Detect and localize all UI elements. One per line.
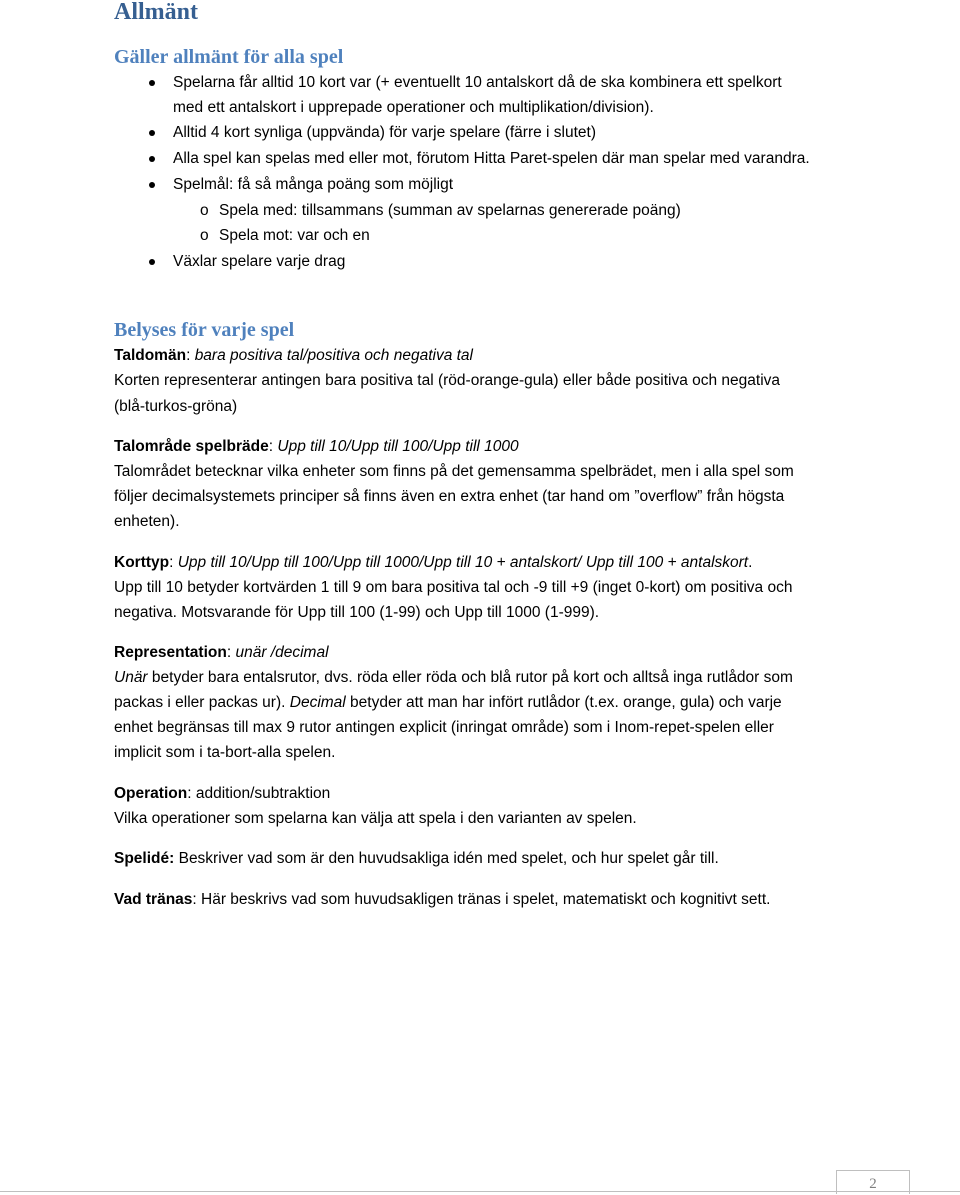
paragraph-line: Upp till 10 betyder kortvärden 1 till 9 om bara positiva tal och -9 till +9 (inget 0-kort) om positiva och (114, 579, 793, 596)
paragraph-line (114, 668, 793, 688)
bullet-item: Spelarna får alltid 10 kort var (+ eventuellt 10 antalskort då de ska kombinera ett spelkort (173, 74, 782, 91)
taldoman-value: bara positiva tal/positiva och negativa tal (194, 347, 473, 364)
sub-bullet-item: Spela mot: var och en (219, 227, 370, 244)
footer-rule (0, 1191, 960, 1192)
term-unar: Unär (114, 669, 148, 686)
operation-value: addition/subtraktion (195, 785, 331, 802)
label-separator: : (226, 644, 236, 661)
paragraph-line: enheten). (114, 513, 180, 530)
page-number: 2 (869, 1176, 877, 1192)
bullet-marker (149, 259, 155, 265)
section-heading-described: Belyses för varje spel (114, 319, 295, 341)
paragraph-line: Korten representerar antingen bara positiva tal (röd-orange-gula) eller både positiva och negativa (114, 372, 781, 389)
section-heading-general: Gäller allmänt för alla spel (114, 46, 344, 68)
paragraph-text: packas i eller packas ur). (114, 694, 290, 711)
vad-tranas-value: : Här beskrivs vad som huvudsakligen tränas i spelet, matematiskt och kognitivt sett. (192, 891, 771, 908)
talomrade-label: Talområde spelbräde (114, 438, 269, 455)
sub-bullet-marker: o (200, 202, 209, 219)
spelide-value: Beskriver vad som är den huvudsakliga idén med spelet, och hur spelet går till. (174, 850, 719, 867)
paragraph-line (114, 693, 782, 713)
paragraph-line: (blå-turkos-gröna) (114, 398, 238, 415)
talomrade-line (114, 437, 519, 457)
operation-line (114, 784, 330, 804)
page-heading: Allmänt (114, 0, 198, 25)
sub-bullet-marker: o (200, 227, 209, 244)
spelide-line (114, 849, 719, 869)
bullet-marker (149, 182, 155, 188)
term-decimal: Decimal (289, 694, 346, 711)
korttyp-value: Upp till 10/Upp till 100/Upp till 1000/Upp till 10 + antalskort/ Upp till 100 + antalskort (177, 554, 749, 571)
paragraph-line: följer decimalsystemets principer så finns även en extra enhet (tar hand om ”overflow” från högsta (114, 488, 785, 505)
label-separator: : (186, 347, 195, 364)
korttyp-label: Korttyp (114, 554, 170, 571)
bullet-marker (149, 156, 155, 162)
label-separator: : (169, 554, 178, 571)
sentence-end: . (748, 554, 753, 571)
paragraph-line: enhet begränsas till max 9 rutor antingen explicit (inringat område) som i Inom-repet-spelen eller (114, 719, 774, 736)
bullet-item: Spelmål: få så många poäng som möjligt (173, 176, 454, 193)
paragraph-line: Talområdet betecknar vilka enheter som finns på det gemensamma spelbrädet, men i alla spel som (114, 463, 794, 480)
bullet-item: Alla spel kan spelas med eller mot, förutom Hitta Paret-spelen där man spelar med varandra. (173, 150, 810, 167)
representation-line (114, 643, 329, 663)
bullet-item: Växlar spelare varje drag (173, 253, 346, 270)
operation-label: Operation (114, 785, 188, 802)
paragraph-line: implicit som i ta-bort-alla spelen. (114, 744, 336, 761)
korttyp-line (114, 553, 752, 573)
taldoman-line (114, 346, 473, 366)
talomrade-value: Upp till 10/Upp till 100/Upp till 1000 (277, 438, 519, 455)
label-separator: : (268, 438, 278, 455)
bullet-marker (149, 80, 155, 86)
bullet-item: Alltid 4 kort synliga (uppvända) för varje spelare (färre i slutet) (173, 124, 596, 141)
paragraph-line: negativa. Motsvarande för Upp till 100 (1-99) och Upp till 1000 (1-999). (114, 604, 600, 621)
paragraph-text: betyder bara entalsrutor, dvs. röda eller röda och blå rutor på kort och alltså inga rutlådor som (147, 669, 793, 686)
vad-tranas-line (114, 890, 770, 910)
taldoman-label: Taldomän (114, 347, 187, 364)
label-separator: : (187, 785, 196, 802)
bullet-item-continuation: med ett antalskort i upprepade operationer och multiplikation/division). (173, 99, 654, 116)
bullet-marker (149, 130, 155, 136)
vad-tranas-label: Vad tränas (114, 891, 193, 908)
representation-label: Representation (114, 644, 227, 661)
paragraph-text: betyder att man har infört rutlådor (t.ex. orange, gula) och varje (345, 694, 782, 711)
paragraph-line: Vilka operationer som spelarna kan välja att spela i den varianten av spelen. (114, 810, 637, 827)
spelide-label: Spelidé: (114, 850, 175, 867)
sub-bullet-item: Spela med: tillsammans (summan av spelarnas genererade poäng) (219, 202, 681, 219)
representation-value: unär /decimal (235, 644, 329, 661)
